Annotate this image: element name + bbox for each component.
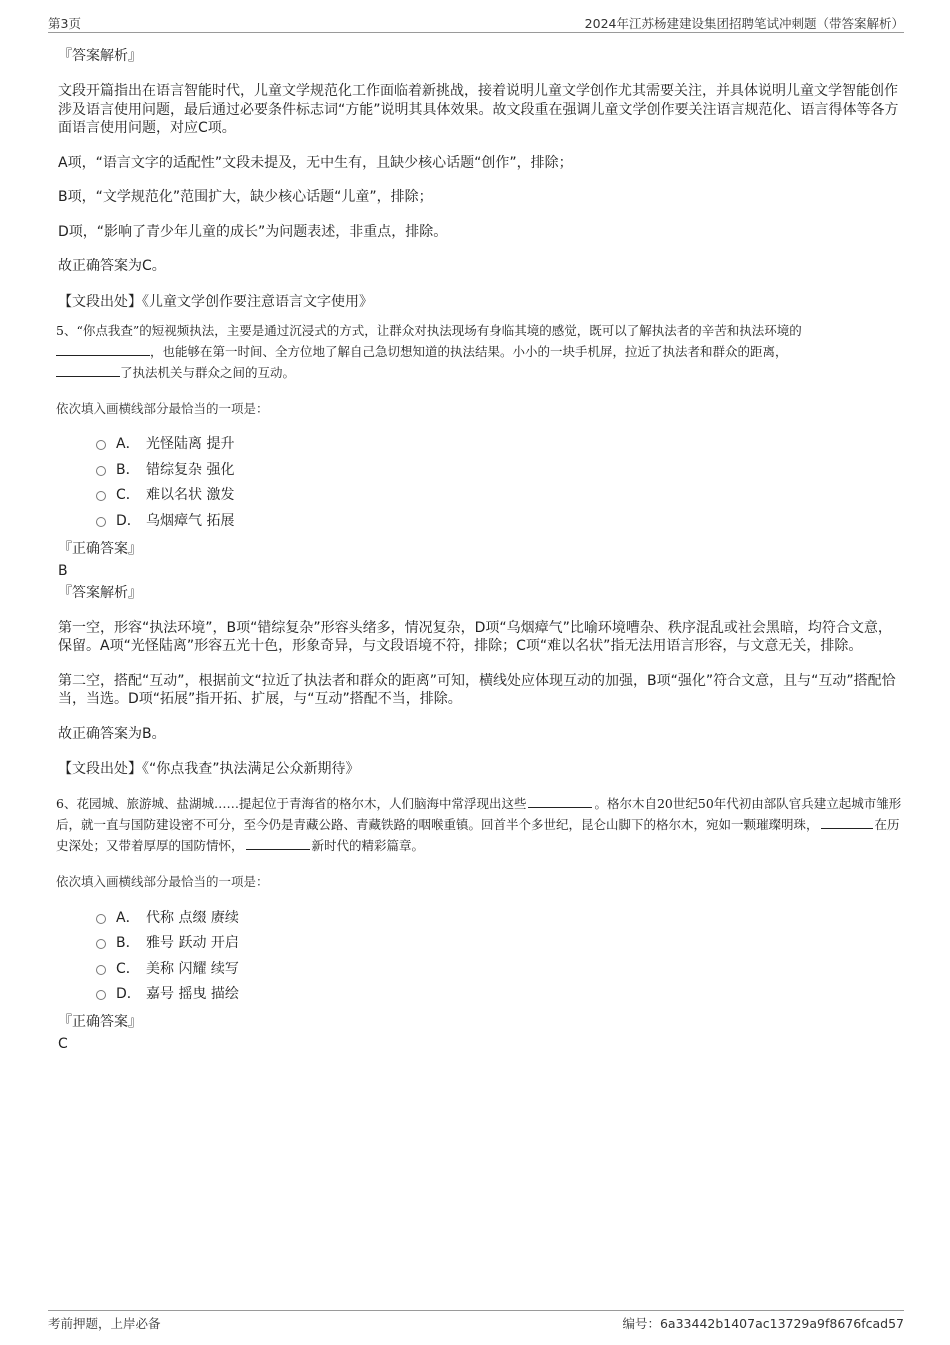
option-b[interactable]: B． 错综复杂 强化 <box>96 456 904 482</box>
analysis-paragraph: B项，“文学规范化”范围扩大，缺少核心话题“儿童”，排除； <box>58 189 433 205</box>
analysis-label: 『答案解析』 <box>58 48 142 64</box>
option-d[interactable]: D． 乌烟瘴气 拓展 <box>96 507 904 533</box>
radio-icon[interactable] <box>96 965 106 975</box>
option-a[interactable]: A． 代称 点缀 赓续 <box>96 904 904 930</box>
analysis-conclusion: 故正确答案为C。 <box>58 258 166 274</box>
question-5-text: 5、“你点我查”的短视频执法，主要是通过沉浸式的方式，让群众对执法现场有身临其境的感觉，既可以了解执法者的辛苦和执法环境的 ，也能够在第一时间、全方位地了解自己急切想知道的执法结果。小小的一块手机屏，拉近了执法者和群众的距离， 了执法机关与群众之间的互动。 <box>56 322 802 380</box>
question-5-options <box>96 431 904 533</box>
analysis-paragraph: D项，“影响了青少年儿童的成长”为问题表述，非重点，排除。 <box>58 223 448 240</box>
page-number: 第3页 <box>48 16 81 31</box>
page-content <box>56 46 904 1054</box>
document-id: 编号：6a33442b1407ac13729a9f8676fcad57 <box>622 1316 904 1331</box>
radio-icon[interactable] <box>96 517 106 527</box>
correct-answer-label: 『正确答案』 <box>58 1014 142 1030</box>
radio-icon[interactable] <box>96 440 106 450</box>
correct-answer: B <box>58 562 68 579</box>
fill-blank <box>56 364 120 377</box>
option-c[interactable]: C． 美称 闪耀 续写 <box>96 955 904 981</box>
radio-icon[interactable] <box>96 491 106 501</box>
option-c[interactable]: C． 难以名状 激发 <box>96 482 904 508</box>
radio-icon[interactable] <box>96 939 106 949</box>
analysis-paragraph: A项，“语言文字的适配性”文段未提及，无中生有，且缺少核心话题“创作”，排除； <box>58 154 573 171</box>
analysis-paragraph: 第二空，搭配“互动”，根据前文“拉近了执法者和群众的距离”可知，横线处应体现互动的加强，B项“强化”符合文意，且与“互动”搭配恰当，当选。D项“拓展”指开拓、扩展，与“互动”搭配不当，排除。 <box>58 672 896 707</box>
fill-blank <box>246 837 310 850</box>
radio-icon[interactable] <box>96 466 106 476</box>
question-instruction: 依次填入画横线部分最恰当的一项是： <box>56 400 269 416</box>
correct-answer: C <box>58 1036 68 1052</box>
fill-blank <box>528 795 592 808</box>
correct-answer-label: 『正确答案』 <box>58 540 142 557</box>
radio-icon[interactable] <box>96 914 106 924</box>
question-instruction: 依次填入画横线部分最恰当的一项是： <box>56 874 269 889</box>
option-d[interactable]: D． 嘉号 摇曳 描绘 <box>96 981 904 1007</box>
source-citation: 【文段出处】《儿童文学创作要注意语言文字使用》 <box>58 293 373 310</box>
footer-slogan: 考前押题，上岸必备 <box>48 1316 161 1331</box>
question-6-text: 6、花园城、旅游城、盐湖城……提起位于青海省的格尔木，人们脑海中常浮现出这些 。格尔木自20世纪50年代初由部队官兵建立起城市雏形后，就一直与国防建设密不可分，至今仍是青藏公路、青藏铁路的咽喉重镇。回首半个多世纪，昆仑山脚下的格尔木，宛如一颗璀璨明珠， 在历史深处；又带着厚厚的国防情怀， 新时代的精彩篇章。 <box>56 796 902 853</box>
page-footer <box>48 1310 904 1331</box>
question-6-options <box>96 904 904 1006</box>
radio-icon[interactable] <box>96 990 106 1000</box>
option-b[interactable]: B． 雅号 跃动 开启 <box>96 930 904 956</box>
analysis-conclusion: 故正确答案为B。 <box>58 725 166 742</box>
option-a[interactable]: A． 光怪陆离 提升 <box>96 431 904 457</box>
fill-blank <box>56 343 150 356</box>
fill-blank <box>821 816 873 829</box>
page-header <box>48 14 904 33</box>
analysis-label: 『答案解析』 <box>58 584 142 601</box>
analysis-paragraph: 文段开篇指出在语言智能时代，儿童文学规范化工作面临着新挑战，接着说明儿童文学创作尤其需要关注，并具体说明儿童文学智能创作涉及语言使用问题，最后通过必要条件标志词“方能”说明其具体效果。故文段重在强调儿童文学创作要关注语言规范化、语言得体等各方面语言使用问题，对应C项。 <box>58 83 899 136</box>
document-title: 2024年江苏杨建建设集团招聘笔试冲刺题（带答案解析） <box>584 16 904 31</box>
analysis-paragraph: 第一空，形容“执法环境”，B项“错综复杂”形容头绪多，情况复杂，D项“乌烟瘴气”比喻环境嘈杂、秩序混乱或社会黑暗，均符合文意，保留。A项“光怪陆离”形容五光十色，形象奇异，与文段语境不符，排除；C项“难以名状”指无法用语言形容，与文意无关，排除。 <box>58 619 892 654</box>
source-citation: 【文段出处】《“你点我查”执法满足公众新期待》 <box>58 761 360 777</box>
